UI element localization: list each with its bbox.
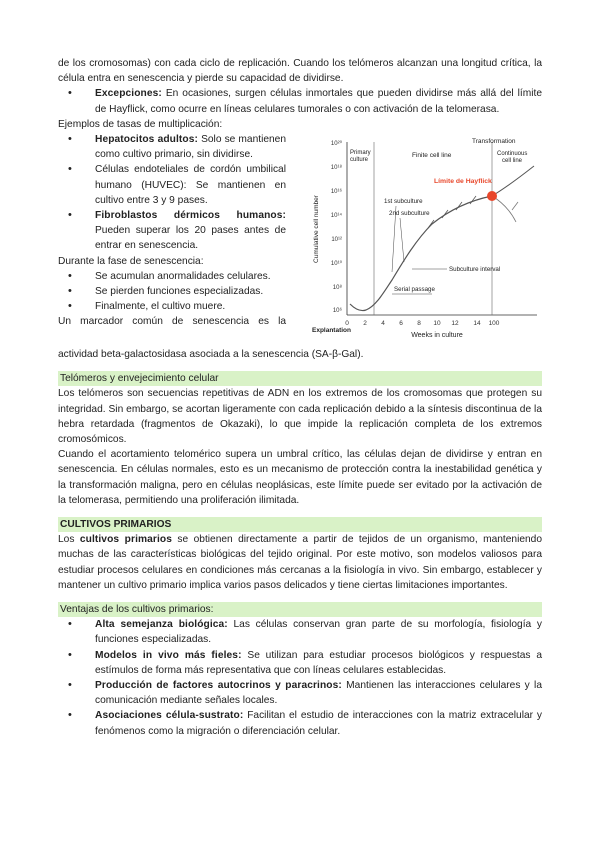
cultivos-bold-term: cultivos primarios bbox=[79, 534, 173, 546]
y-tick: 10¹² bbox=[331, 237, 342, 244]
cultivos-paragraph bbox=[58, 532, 542, 593]
x-tick: 8 bbox=[417, 320, 421, 328]
item-label: Hepatocitos adultos: bbox=[95, 134, 199, 146]
marker-line: Un marcador común de senescencia es la bbox=[58, 316, 286, 328]
list-item bbox=[58, 708, 542, 738]
list-item bbox=[58, 617, 542, 647]
x-tick: 0 bbox=[345, 320, 349, 328]
y-tick: 10⁶ bbox=[332, 308, 342, 315]
subculture-interval-label: Subculture interval bbox=[449, 266, 501, 274]
x-tick: 10 bbox=[433, 320, 441, 328]
x-tick: 12 bbox=[451, 320, 459, 328]
telomeros-paragraph-1: Los telómeros son secuencias repetitivas de ADN en los extremos de los cromosomas que protegen su integridad. Sin embargo, se acortan ligeramente con cada replicación debido a la síntesis discontinua de la hebra retardada (fragmentos de Okazaki), lo que impide la replicación completa de los extremos cromosómicos. bbox=[58, 388, 542, 446]
finite-cell-line-label: Finite cell line bbox=[412, 152, 452, 160]
item-text: Mantienen las interacciones celulares y la comunicación mediante señales locales. bbox=[95, 680, 542, 707]
list-item: • Se acumulan anormalidades celulares. bbox=[58, 269, 303, 284]
cultivos-text-start: Los bbox=[58, 534, 80, 546]
item-text: Las células conservan gran parte de su morfología, fisiología y funciones especializadas. bbox=[95, 619, 542, 646]
y-axis-label: Cumulative cell number bbox=[313, 195, 320, 263]
x-tick-labels bbox=[345, 320, 500, 327]
explantation-label: Explantation bbox=[312, 327, 352, 335]
x-tick: 2 bbox=[363, 320, 367, 328]
list-item bbox=[58, 208, 303, 254]
exceptions-text: En ocasiones, surgen células inmortales que pueden dividirse más allá del límite de Hayflick, como ocurre en líneas celulares tumorales o con activación de la telomerasa. bbox=[95, 88, 542, 115]
list-item bbox=[58, 678, 542, 708]
multiplication-list bbox=[58, 132, 303, 254]
exceptions-list bbox=[58, 86, 542, 116]
second-subculture-pointer bbox=[400, 218, 404, 262]
senescence-heading: Durante la fase de senescencia: bbox=[58, 255, 204, 267]
x-tick: 4 bbox=[381, 320, 385, 328]
item-label: Alta semejanza biológica: bbox=[95, 619, 228, 631]
primary-culture-label: Primary culture bbox=[350, 150, 371, 164]
passage-tick bbox=[512, 202, 518, 210]
intro-paragraph bbox=[58, 56, 542, 86]
y-tick: 10¹⁸ bbox=[330, 165, 342, 172]
section-heading-ventajas: Ventajas de los cultivos primarios: bbox=[58, 602, 542, 617]
hayflick-marker bbox=[487, 191, 497, 201]
second-subculture-label: 2nd subculture bbox=[389, 210, 430, 218]
list-item bbox=[58, 162, 303, 208]
list-item: • Finalmente, el cultivo muere. bbox=[58, 299, 303, 314]
document-page bbox=[58, 56, 542, 739]
x-tick: 6 bbox=[399, 320, 403, 328]
multiplication-heading: Ejemplos de tasas de multiplicación: bbox=[58, 118, 223, 130]
item-text: Pueden superar los 20 pases antes de entrar en senescencia. bbox=[95, 225, 286, 252]
y-tick: 10¹⁴ bbox=[330, 213, 342, 220]
item-label: Fibroblastos dérmicos humanos: bbox=[95, 210, 286, 222]
continuous-curve bbox=[492, 166, 534, 196]
item-label: Asociaciones célula-sustrato: bbox=[95, 710, 244, 722]
hayflick-label: Límite de Hayflick bbox=[434, 178, 492, 186]
telomeros-paragraph-2: Cuando el acortamiento telomérico supera un umbral crítico, las células dejan de dividirse y entran en senescencia. En células normales, esto es un mecanismo de protección contra la inestabilidad genética y la transformación maligna, pero en células neoplásicas, este límite puede ser evitado por la activación de la telomerasa, permitiendo una proliferación ilimitada. bbox=[58, 449, 542, 506]
serial-passage-label: Serial passage bbox=[394, 286, 435, 294]
growth-curve-chart bbox=[292, 132, 542, 347]
y-tick: 10¹⁶ bbox=[330, 189, 342, 196]
y-tick: 10⁸ bbox=[332, 285, 342, 292]
ventajas-list bbox=[58, 617, 542, 739]
section-heading-cultivos: CULTIVOS PRIMARIOS bbox=[58, 517, 542, 532]
first-subculture-label: 1st subculture bbox=[384, 198, 423, 206]
y-tick-labels bbox=[331, 140, 343, 314]
transformation-label: Transformation bbox=[472, 138, 516, 146]
item-text: Se utilizan para estudiar procesos biológicos y respuestas a estímulos de forma más representativa que con líneas celulares establecidas. bbox=[95, 649, 542, 676]
y-tick: 10¹⁰ bbox=[330, 261, 342, 268]
item-text: Células endoteliales de cordón umbilical humano (HUVEC): Se mantienen en cultivo entre 3 y 9 pases. bbox=[95, 164, 286, 206]
x-axis-label: Weeks in culture bbox=[411, 332, 463, 340]
passage-tick bbox=[428, 220, 434, 228]
continuous-cell-line-label: Continuous cell line bbox=[497, 151, 528, 165]
cell-growth-figure bbox=[292, 132, 542, 347]
list-item: • Se pierden funciones especializadas. bbox=[58, 284, 303, 299]
exceptions-label: Excepciones: bbox=[95, 88, 162, 100]
list-item bbox=[58, 648, 542, 678]
y-tick: 10²⁰ bbox=[330, 141, 342, 148]
section-heading-telomeros: Telómeros y envejecimiento celular bbox=[58, 371, 542, 386]
item-text: Facilitan el estudio de interacciones con la matriz extracelular y fenómenos como la migración o diferenciación celular. bbox=[95, 710, 542, 737]
item-label: Modelos in vivo más fieles: bbox=[95, 649, 242, 661]
intro-text: de los cromosomas) con cada ciclo de replicación. Cuando los telómeros alcanzan una longitud crítica, la célula entra en senescencia y pierde su capacidad de dividirse. bbox=[58, 58, 542, 85]
multiplication-column bbox=[58, 132, 303, 330]
cultivos-text-rest: se obtienen directamente a partir de tejidos de un organismo, manteniendo muchas de las características biológicas del tejido original. Por este motivo, son modelos valiosos para estudiar procesos celulares en condiciones más cercanas a la fisiología in vivo. Sin embargo, establecer y mantener un cultivo primario implica varios pasos delicados y tiene ciertas limitaciones importantes. bbox=[58, 534, 543, 591]
list-item bbox=[58, 132, 303, 162]
list-item bbox=[58, 86, 542, 116]
x-tick: 14 bbox=[473, 320, 481, 328]
senescence-list bbox=[58, 269, 303, 315]
item-label: Producción de factores autocrinos y paracrinos: bbox=[95, 680, 342, 692]
item-text: Solo se mantienen como cultivo primario, sin dividirse. bbox=[95, 134, 286, 161]
x-tick: 100 bbox=[488, 320, 500, 328]
marker-line-2: actividad beta-galactosidasa asociada a la senescencia (SA-β-Gal). bbox=[58, 349, 364, 361]
